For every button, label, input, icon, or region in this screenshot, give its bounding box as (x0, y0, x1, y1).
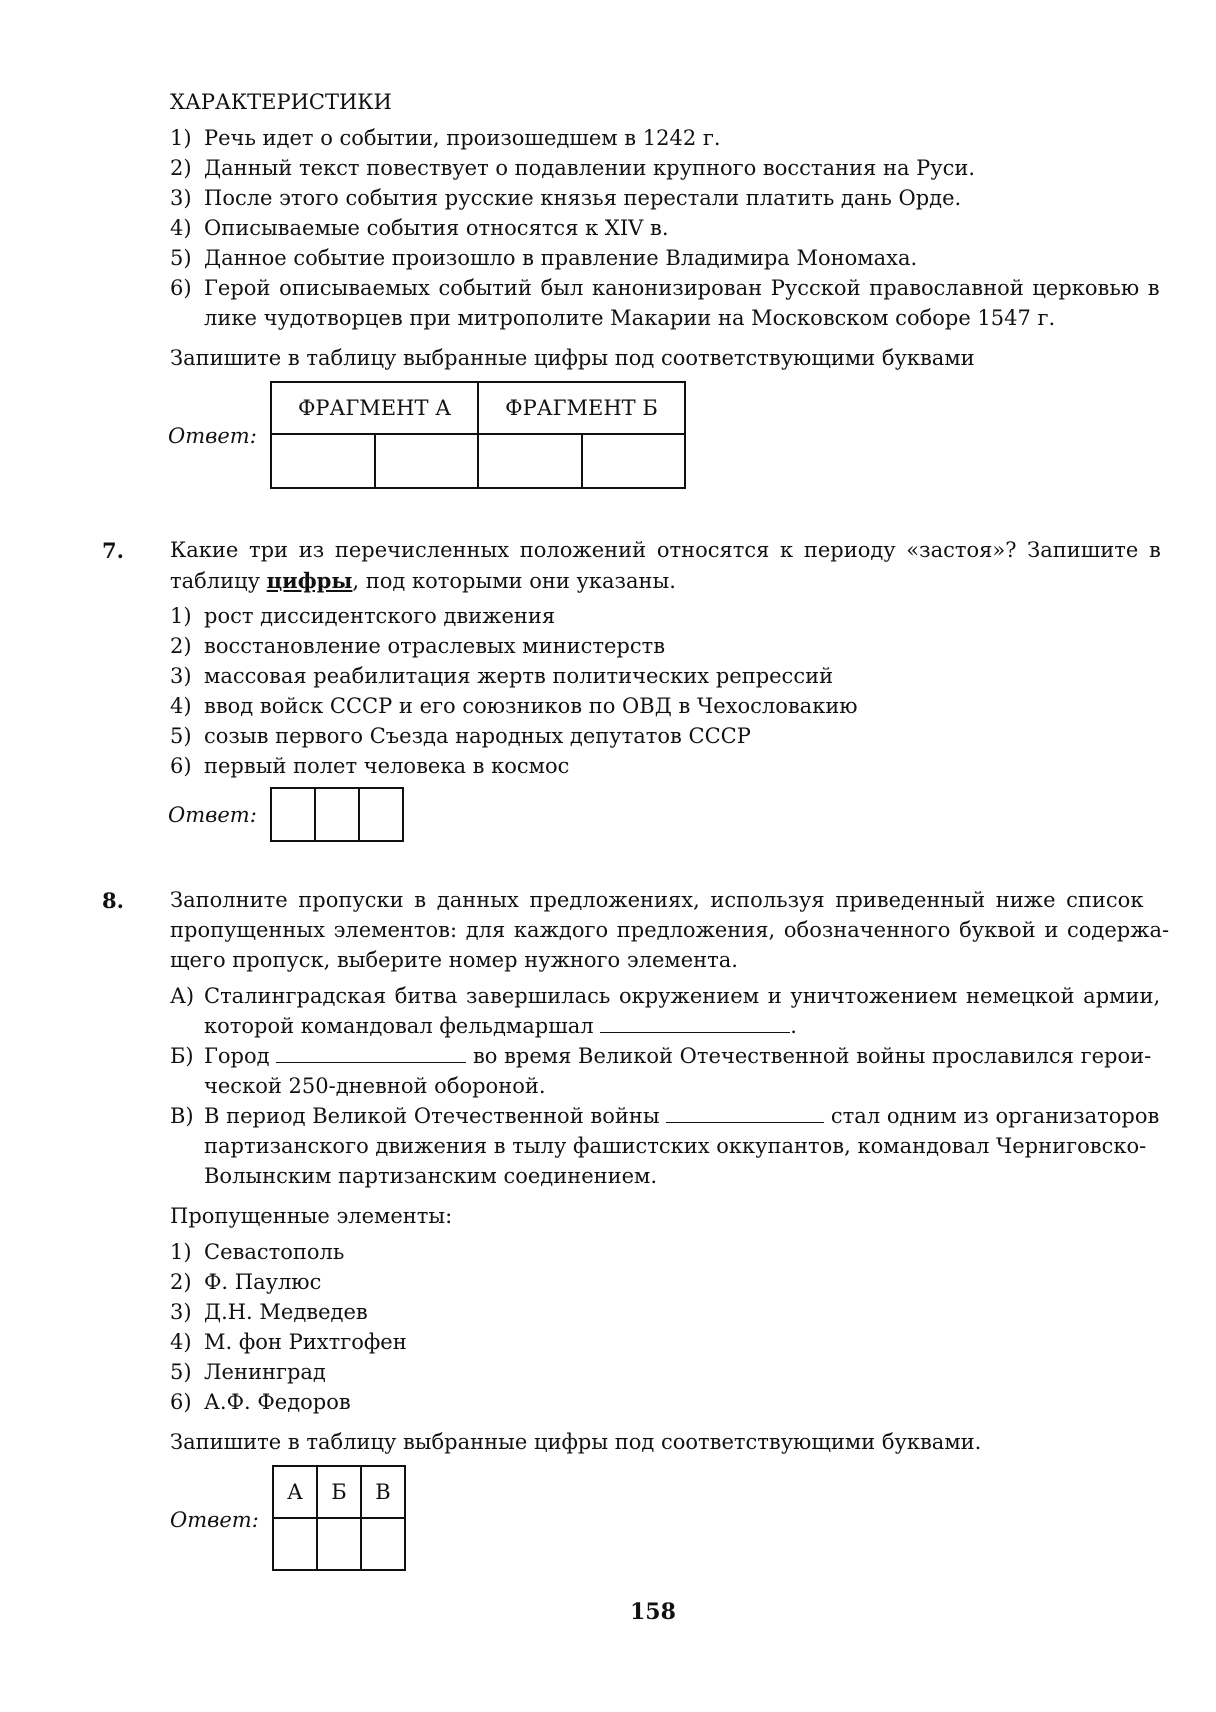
char-num: 5) (170, 246, 192, 270)
char-item-6-cont: лике чудотворцев при митрополите Макарии на Московском соборе 1547 г. (204, 306, 1056, 330)
element-num: 2) (170, 1270, 192, 1294)
table-header-fragment-a: ФРАГМЕНТ А (271, 382, 478, 434)
option-num: 5) (170, 724, 192, 748)
answer-label-8: Ответ: (170, 1508, 259, 1532)
char-num: 2) (170, 156, 192, 180)
q7-option-2 (170, 634, 665, 658)
q8-element-4 (170, 1330, 407, 1354)
q7-line2-bold: цифры (266, 568, 353, 593)
element-text: Ф. Паулюс (204, 1270, 322, 1294)
characteristics-instruction: Запишите в таблицу выбранные цифры под соответствующими буквами (170, 346, 975, 370)
q8-element-6 (170, 1390, 351, 1414)
blank-v[interactable] (666, 1104, 824, 1123)
char-item-2 (170, 156, 975, 180)
char-num: 3) (170, 186, 192, 210)
answer-cell[interactable] (315, 788, 359, 841)
char-item-4 (170, 216, 669, 240)
char-text: Речь идет о событии, произошедшем в 1242 г. (204, 126, 721, 150)
char-text: Описываемые события относятся к XIV в. (204, 216, 669, 240)
blank-b[interactable] (276, 1044, 466, 1063)
answer-cell[interactable] (478, 434, 582, 488)
table-header-b: Б (317, 1466, 361, 1518)
table-header-a: А (273, 1466, 317, 1518)
q8-sentence-v-line-2: партизанского движения в тылу фашистских оккупантов, командовал Черниговско- (204, 1134, 1147, 1158)
answer-label-6: Ответ: (168, 424, 257, 448)
answer-cell[interactable] (582, 434, 686, 488)
answer-cell[interactable] (271, 434, 375, 488)
char-num: 6) (170, 276, 192, 300)
option-num: 4) (170, 694, 192, 718)
char-text: Данное событие произошло в правление Владимира Мономаха. (204, 246, 918, 270)
option-text: созыв первого Съезда народных депутатов СССР (204, 724, 751, 748)
option-text: рост диссидентского движения (204, 604, 556, 628)
answer-cell[interactable] (359, 788, 403, 841)
char-text: Данный текст повествует о подавлении крупного восстания на Руси. (204, 156, 976, 180)
answer-cell[interactable] (271, 788, 315, 841)
option-text: первый полет человека в космос (204, 754, 570, 778)
char-text: После этого события русские князья перестали платить дань Орде. (204, 186, 962, 210)
q8-elements-heading: Пропущенные элементы: (170, 1204, 453, 1228)
option-text: восстановление отраслевых министерств (204, 634, 666, 658)
answer-table-7 (270, 787, 404, 842)
answer-table-6 (270, 381, 686, 489)
sentence-text: стал одним из организаторов (830, 1104, 1160, 1128)
q7-option-3 (170, 664, 833, 688)
question-number-7: 7. (102, 538, 124, 563)
element-num: 5) (170, 1360, 192, 1384)
char-text: Герой описываемых событий был канонизирован Русской православной церковью в (204, 276, 1160, 300)
char-num: 4) (170, 216, 192, 240)
option-num: 2) (170, 634, 192, 658)
element-text: М. фон Рихтгофен (204, 1330, 407, 1354)
element-text: Севастополь (204, 1240, 345, 1264)
q7-line2-after: , под которыми они указаны. (352, 569, 676, 593)
q7-text-line-2 (170, 568, 676, 593)
q8-instruction: Запишите в таблицу выбранные цифры под соответствующими буквами. (170, 1430, 982, 1454)
option-num: 3) (170, 664, 192, 688)
answer-cell[interactable] (317, 1518, 361, 1570)
element-num: 3) (170, 1300, 192, 1324)
characteristics-heading: ХАРАКТЕРИСТИКИ (170, 90, 392, 114)
element-num: 1) (170, 1240, 192, 1264)
element-num: 4) (170, 1330, 192, 1354)
q8-intro-line-3: щего пропуск, выберите номер нужного элемента. (170, 948, 738, 972)
element-text: А.Ф. Федоров (204, 1390, 351, 1414)
table-header-fragment-b: ФРАГМЕНТ Б (478, 382, 685, 434)
page-number: 158 (630, 1599, 676, 1625)
element-num: 6) (170, 1390, 192, 1414)
q8-element-5 (170, 1360, 326, 1384)
answer-cell[interactable] (375, 434, 479, 488)
option-num: 6) (170, 754, 192, 778)
sentence-text: во время Великой Отечественной войны прославился герои- (472, 1044, 1152, 1068)
sentence-text: Сталинградская битва завершилась окружением и уничтожением немецкой армии, (204, 984, 1161, 1008)
sentence-letter: Б) (170, 1044, 194, 1068)
q7-text-line-1: Какие три из перечисленных положений относятся к периоду «застоя»? Запишите в (170, 538, 1161, 562)
question-number-8: 8. (102, 888, 124, 913)
option-num: 1) (170, 604, 192, 628)
element-text: Ленинград (204, 1360, 326, 1384)
element-text: Д.Н. Медведев (204, 1300, 368, 1324)
option-text: массовая реабилитация жертв политических репрессий (204, 664, 834, 688)
sentence-end: . (790, 1014, 797, 1038)
q7-option-5 (170, 724, 751, 748)
sentence-text: Город (204, 1044, 270, 1068)
q8-element-1 (170, 1240, 344, 1264)
q8-sentence-v-line-1 (170, 1104, 1159, 1128)
sentence-letter: А) (170, 984, 195, 1008)
char-item-6 (170, 276, 1160, 300)
answer-cell[interactable] (273, 1518, 317, 1570)
sentence-text: В период Великой Отечественной войны (204, 1104, 660, 1128)
answer-cell[interactable] (361, 1518, 405, 1570)
q8-sentence-v-line-3: Волынским партизанским соединением. (204, 1164, 658, 1188)
sentence-letter: В) (170, 1104, 194, 1128)
q7-line2-before: таблицу (170, 569, 267, 593)
char-num: 1) (170, 126, 192, 150)
q8-sentence-b-line-2: ческой 250-дневной обороной. (204, 1074, 546, 1098)
q8-sentence-a-line-1 (170, 984, 1160, 1008)
q7-option-6 (170, 754, 569, 778)
table-header-v: В (361, 1466, 405, 1518)
char-item-3 (170, 186, 961, 210)
q7-option-4 (170, 694, 858, 718)
char-item-5 (170, 246, 917, 270)
option-text: ввод войск СССР и его союзников по ОВД в Чехословакию (204, 694, 858, 718)
q7-option-1 (170, 604, 555, 628)
q8-element-3 (170, 1300, 368, 1324)
sentence-text: которой командовал фельдмаршал (204, 1014, 594, 1038)
q8-sentence-a-line-2 (170, 1014, 797, 1038)
answer-table-8 (272, 1465, 406, 1571)
char-item-1 (170, 126, 721, 150)
answer-label-7: Ответ: (168, 803, 257, 827)
q8-element-2 (170, 1270, 321, 1294)
q8-intro-line-2: пропущенных элементов: для каждого предложения, обозначенного буквой и содержа- (170, 918, 1170, 942)
blank-a[interactable] (600, 1014, 790, 1033)
q8-sentence-b-line-1 (170, 1044, 1151, 1068)
q8-intro-line-1: Заполните пропуски в данных предложениях, используя приведенный ниже список (170, 888, 1144, 912)
